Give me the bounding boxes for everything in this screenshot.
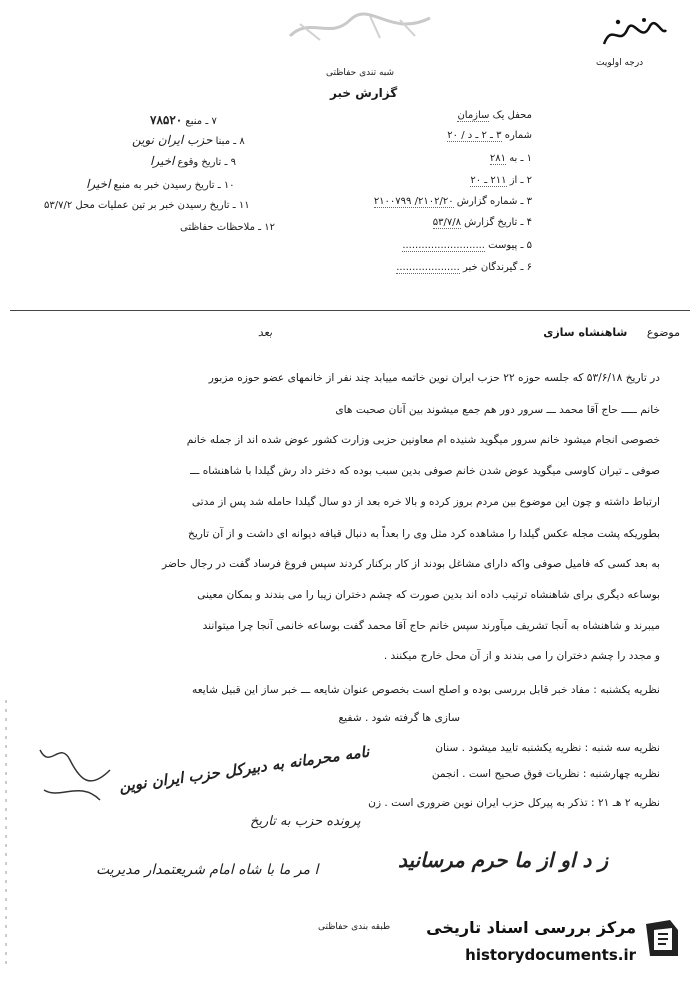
footer-classification: طبقه بندی حفاظتی bbox=[318, 922, 391, 932]
field-report-number: ۳ ـ شماره گزارش ۲۱۰۲/۲۰/ ۲۱۰۰۷۹۹ bbox=[373, 196, 532, 207]
report-title: گزارش خبر bbox=[330, 86, 398, 100]
body-line: میبرند و شاهنشاه به آنجا تشریف میآورند سپس خانم حاج آقا محمد گفت بوساعه خانمی آنجا چرا میتوانند bbox=[202, 620, 660, 632]
field-occurrence-date: ۹ ـ تاریخ وقوع اخیرا bbox=[150, 154, 236, 168]
handwritten-note: پرونده حزب به تاریخ bbox=[250, 814, 361, 829]
subject-marginal-note: بعد bbox=[258, 326, 273, 339]
watermark bbox=[418, 912, 688, 972]
body-line: در تاریخ ۵۳/۶/۱۸ که جلسه حوزه ۲۲ حزب ایران نوین خاتمه مییابد چند نفر از خانمهای عضو حوزه مزبور bbox=[208, 372, 660, 384]
classification-header: شبه تندی حفاظتی bbox=[326, 68, 395, 78]
opinion-wednesday: نظریه چهارشنبه : نظریات فوق صحیح است . انجمن bbox=[431, 768, 660, 780]
field-from: ۲ ـ از ۲۱۱ ـ ۲۰ bbox=[470, 175, 532, 186]
handwritten-note: ا مر ما با شاه امام شریعتمدار مدیریت bbox=[96, 862, 319, 878]
priority-label: درجه اولویت bbox=[596, 58, 644, 68]
field-report-date: ۴ ـ تاریخ گزارش ۵۳/۷/۸ bbox=[432, 217, 532, 228]
body-line: بطوریکه پشت مجله عکس گیلدا را مشاهده کرد مثل وی را بعداً به دنبال قیافه دیوانه ای داشت و از آن تاریخ bbox=[187, 528, 660, 540]
archive-logo-icon bbox=[640, 916, 684, 960]
header-divider bbox=[10, 310, 690, 311]
margin-scribble bbox=[30, 730, 120, 820]
subject-line: موضوع شاهنشاه سازی bbox=[543, 326, 680, 339]
opinion-final: نظریه ۲ هـ ۲۱ : تذکر به پیرکل حزب ایران نوین ضروری است . زن bbox=[368, 797, 660, 809]
body-line: به بعد کسی که فامیل صوفی واکه دارای مشاغل بودند از کار برکنار کردند سپس فروغ فرساد گفت در رجال حاضر bbox=[162, 558, 660, 570]
field-operations-date: ۱۱ ـ تاریخ رسیدن خبر بر تین عملیات محل ۵۳/۷/۲ bbox=[44, 200, 250, 211]
body-line: خصوصی انجام میشود خانم سرور میگوید شنیده ام معاونین حزبی وزارت کشور عوض شده اند از جمله خانم bbox=[186, 434, 660, 446]
body-line: بوساعه دیگری برای شاهنشاه ترتیب داده اند بدین صورت که چشم دختران زیبا را می بندند و بمکان معینی bbox=[197, 589, 660, 601]
secret-stamp bbox=[598, 14, 670, 54]
margin-mark bbox=[2, 700, 12, 974]
field-news-received-date: ۱۰ ـ تاریخ رسیدن خبر به منبع اخیرا bbox=[86, 177, 235, 191]
handwritten-note: نامه محرمانه به دبیرکل حزب ایران نوین bbox=[117, 742, 371, 796]
handwritten-signature: ز د او از ما حرم مرسانید bbox=[398, 848, 609, 872]
faded-stamp-mark bbox=[280, 10, 440, 44]
body-line: و مجدد را چشم دختران را می بندند و از آن محل خارج میکنند . bbox=[383, 650, 660, 662]
opinion-sunday-tail: سازی ها گرفته شود . شفیع bbox=[338, 712, 460, 724]
field-basis: ۸ ـ مبنا حزب ایران نوین bbox=[132, 133, 245, 147]
field-source: ۷ ـ منبع ۷۸۵۲۰ bbox=[150, 113, 217, 127]
body-line: ارتباط داشته و چون این موضوع بین مردم بروز کرده و بالا خره بعد از دو سال گیلدا حامله شد پس از مدتی bbox=[191, 496, 660, 508]
field-number: شماره ۳ ـ ۲ ـ د / ۲۰ bbox=[447, 130, 532, 141]
body-line: صوفی ـ تیران کاوسی میگوید عوض شدن خانم صوفی بدین سبب بوده که دختر داد رش گیلدا با شاهنشاه ـــ bbox=[190, 465, 660, 477]
field-circle: محفل یک سازمان bbox=[457, 110, 532, 121]
field-to: ۱ ـ به ۲۸۱ bbox=[489, 153, 532, 164]
field-recipients: ۶ ـ گیرندگان خبر .................... bbox=[396, 262, 532, 273]
field-security-notes: ۱۲ ـ ملاحظات حفاظتی bbox=[180, 222, 275, 233]
field-attachment: ۵ ـ پیوست .......................... bbox=[402, 240, 532, 251]
watermark-title: مرکز بررسی اسناد تاریخی bbox=[426, 918, 636, 937]
opinion-tuesday: نظریه سه شنبه : نظریه یکشنبه تایید میشود . سنان bbox=[435, 742, 660, 754]
watermark-url[interactable]: historydocuments.ir bbox=[465, 946, 636, 964]
opinion-sunday: نظریه یکشنبه : مفاد خبر قابل بررسی بوده و اصلح است بخصوص عنوان شایعه ـــ خبر ساز این قبیل شایعه bbox=[192, 684, 660, 696]
body-line: خانم ـــــ حاج آقا محمد ـــ سرور دور هم جمع میشوند بین آنان صحبت های bbox=[335, 404, 660, 416]
